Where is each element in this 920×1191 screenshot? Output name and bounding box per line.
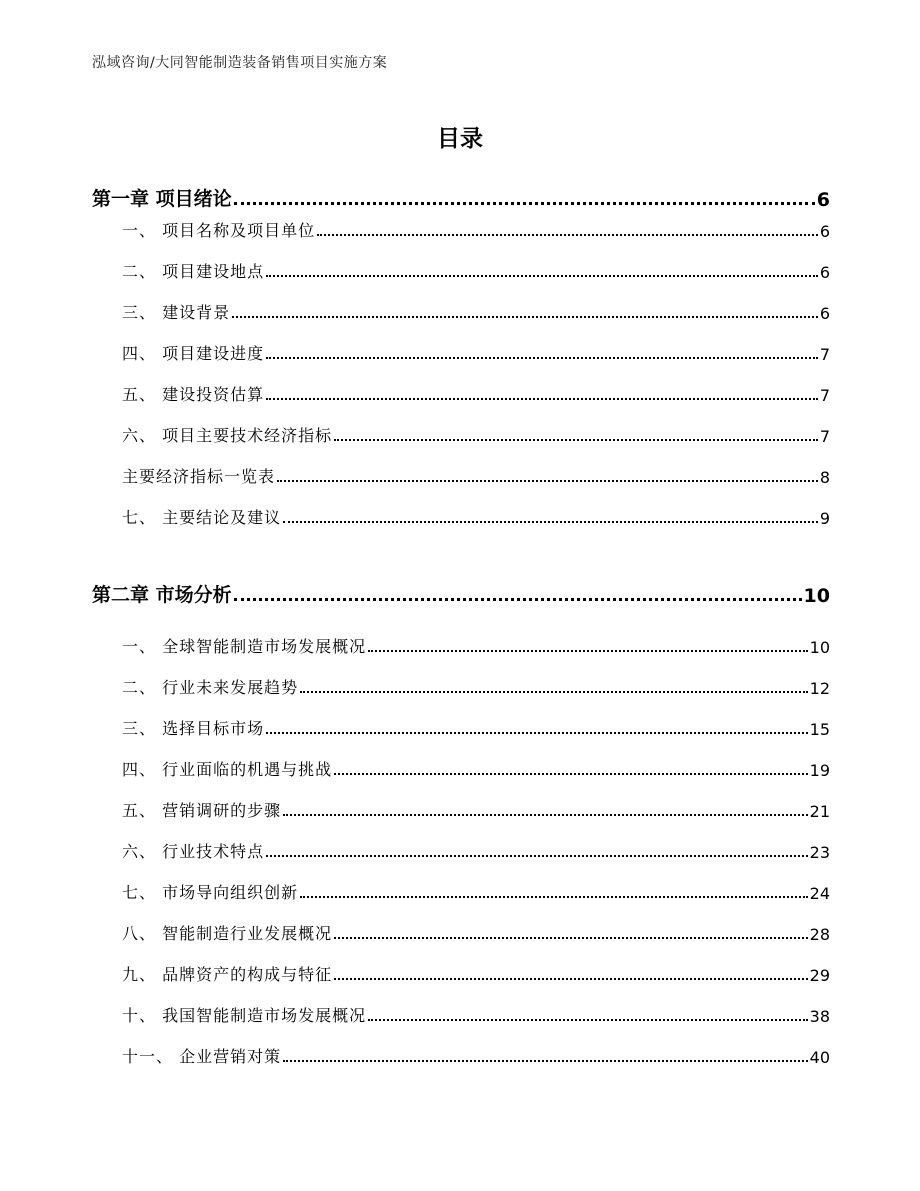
toc-entry[interactable] bbox=[122, 1044, 830, 1067]
toc-entry-label: 十、 我国智能制造市场发展概况 bbox=[122, 1006, 367, 1025]
toc-entry-page: 15 bbox=[809, 720, 830, 739]
toc-entry-label: 七、 主要结论及建议 bbox=[122, 508, 282, 527]
toc-entry[interactable] bbox=[122, 962, 830, 985]
toc-entry[interactable] bbox=[122, 921, 830, 944]
toc-entry-label: 五、 建设投资估算 bbox=[122, 385, 265, 404]
toc-entry-label: 六、 项目主要技术经济指标 bbox=[122, 426, 333, 445]
toc-entry-label: 第二章 市场分析 bbox=[92, 584, 232, 606]
toc-entry-label: 八、 智能制造行业发展概况 bbox=[122, 924, 333, 943]
toc-leader-dots bbox=[300, 691, 808, 693]
toc-entry[interactable] bbox=[122, 423, 830, 446]
toc-entry-page: 23 bbox=[809, 843, 830, 862]
toc-entry-chapter-1[interactable] bbox=[92, 184, 830, 211]
toc-entry-page: 7 bbox=[819, 345, 830, 364]
toc-entry[interactable] bbox=[122, 798, 830, 821]
toc-entry-page: 21 bbox=[809, 802, 830, 821]
page-header: 泓域咨询/大同智能制造装备销售项目实施方案 bbox=[92, 55, 388, 71]
toc-entry-label: 二、 项目建设地点 bbox=[122, 262, 265, 281]
toc-entry-label: 第一章 项目绪论 bbox=[92, 188, 232, 210]
toc-entry-page: 38 bbox=[809, 1007, 830, 1026]
toc-entry-page: 7 bbox=[819, 427, 830, 446]
toc-entry-page: 6 bbox=[816, 189, 830, 211]
toc-entry-page: 6 bbox=[819, 304, 830, 323]
toc-leader-dots bbox=[334, 937, 808, 939]
toc-entry-label: 二、 行业未来发展趋势 bbox=[122, 678, 299, 697]
toc-entry-page: 40 bbox=[809, 1048, 830, 1067]
toc-entry[interactable] bbox=[122, 839, 830, 862]
toc-entry[interactable] bbox=[122, 675, 830, 698]
toc-entry-page: 12 bbox=[809, 679, 830, 698]
toc-entry-label: 主要经济指标一览表 bbox=[122, 467, 276, 486]
toc-leader-dots bbox=[283, 521, 818, 523]
toc-leader-dots bbox=[266, 855, 808, 857]
toc-entry[interactable] bbox=[122, 464, 830, 487]
toc-leader-dots bbox=[368, 650, 808, 652]
toc-leader-dots bbox=[368, 1019, 808, 1021]
toc-leader-dots bbox=[300, 896, 808, 898]
toc-leader-dots bbox=[266, 275, 818, 277]
toc-entry-label: 一、 全球智能制造市场发展概况 bbox=[122, 637, 367, 656]
toc-entry-page: 19 bbox=[809, 761, 830, 780]
toc-entry-page: 6 bbox=[819, 222, 830, 241]
toc-entry-page: 28 bbox=[809, 925, 830, 944]
toc-leader-dots bbox=[277, 480, 818, 482]
toc-entry-label: 九、 品牌资产的构成与特征 bbox=[122, 965, 333, 984]
toc-entry-page: 8 bbox=[819, 468, 830, 487]
toc-entry-page: 7 bbox=[819, 386, 830, 405]
toc-entry[interactable] bbox=[122, 1003, 830, 1026]
toc-entry-label: 四、 行业面临的机遇与挑战 bbox=[122, 760, 333, 779]
toc-entry-label: 十一、 企业营销对策 bbox=[122, 1047, 282, 1066]
toc-entry-page: 9 bbox=[819, 509, 830, 528]
toc-title: 目录 bbox=[437, 126, 483, 152]
toc-entry-page: 6 bbox=[819, 263, 830, 282]
toc-leader-dots bbox=[283, 814, 808, 816]
toc-entry-label: 六、 行业技术特点 bbox=[122, 842, 265, 861]
toc-leader-dots bbox=[232, 316, 818, 318]
toc-entry[interactable] bbox=[122, 341, 830, 364]
toc-entry[interactable] bbox=[122, 757, 830, 780]
toc-entry-label: 七、 市场导向组织创新 bbox=[122, 883, 299, 902]
toc-entry[interactable] bbox=[122, 259, 830, 282]
toc-entry-page: 24 bbox=[809, 884, 830, 903]
toc-leader-dots bbox=[266, 732, 808, 734]
toc-entry-chapter-2[interactable] bbox=[92, 580, 830, 607]
toc-entry-label: 三、 建设背景 bbox=[122, 303, 231, 322]
toc-leader-dots bbox=[334, 773, 808, 775]
toc-leader-dots bbox=[266, 398, 818, 400]
toc-leader-dots bbox=[266, 357, 818, 359]
toc-entry-page: 10 bbox=[803, 585, 830, 607]
toc-entry-label: 五、 营销调研的步骤 bbox=[122, 801, 282, 820]
toc-entry-page: 29 bbox=[809, 966, 830, 985]
toc-entry-label: 三、 选择目标市场 bbox=[122, 719, 265, 738]
toc-leader-dots bbox=[234, 598, 802, 601]
toc-leader-dots bbox=[334, 439, 818, 441]
toc-entry[interactable] bbox=[122, 382, 830, 405]
toc-entry[interactable] bbox=[122, 218, 830, 241]
toc-entry[interactable] bbox=[122, 634, 830, 657]
toc-entry-label: 四、 项目建设进度 bbox=[122, 344, 265, 363]
toc-entry-page: 10 bbox=[809, 638, 830, 657]
toc-entry-label: 一、 项目名称及项目单位 bbox=[122, 221, 316, 240]
toc-leader-dots bbox=[317, 234, 818, 236]
toc-leader-dots bbox=[334, 978, 808, 980]
toc-entry[interactable] bbox=[122, 300, 830, 323]
toc-entry[interactable] bbox=[122, 880, 830, 903]
toc-leader-dots bbox=[283, 1060, 808, 1062]
toc-leader-dots bbox=[234, 202, 815, 205]
toc-entry[interactable] bbox=[122, 716, 830, 739]
toc-entry[interactable] bbox=[122, 505, 830, 528]
